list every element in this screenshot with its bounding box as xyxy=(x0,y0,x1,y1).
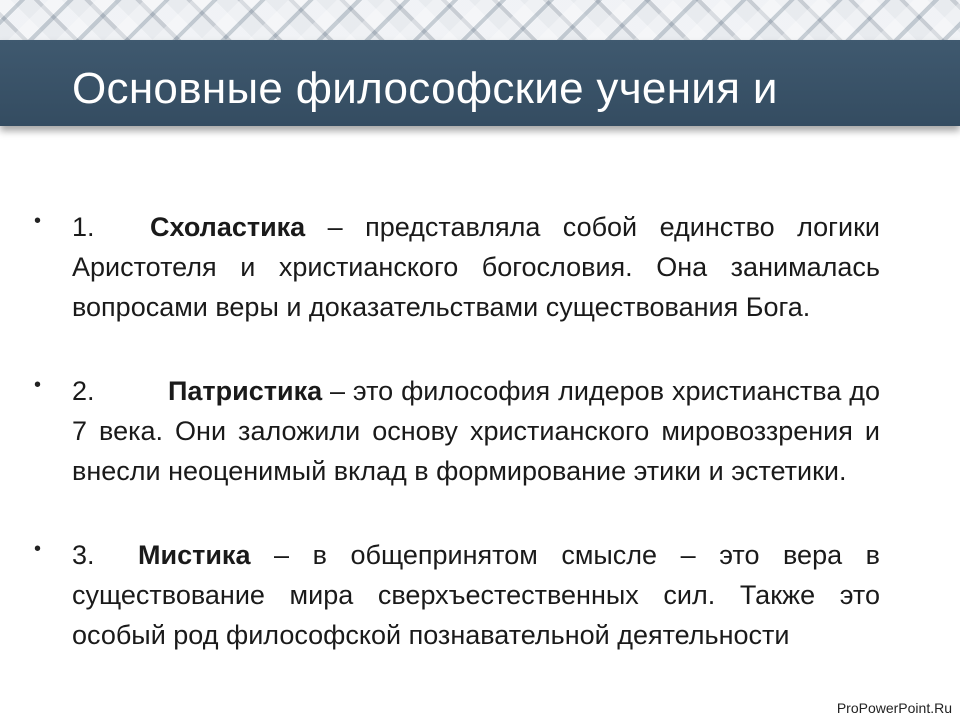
item-number: 2. xyxy=(72,376,95,406)
list-item-2 xyxy=(72,371,880,491)
item-number: 3. xyxy=(72,540,95,570)
item-text: – это философия лидеров христианства до 7 века. Они заложили основу христианского мировоззрения и внесли неоценимый вклад в формирование этики и эстетики. xyxy=(72,376,880,486)
bullet-marker: • xyxy=(34,374,42,396)
list-item-3 xyxy=(72,535,880,655)
list-item-1 xyxy=(72,207,880,327)
bullet-marker: • xyxy=(34,538,42,560)
item-number: 1. xyxy=(72,212,95,242)
decorative-header-pattern xyxy=(0,0,960,40)
watermark: ProPowerPoint.Ru xyxy=(836,700,952,716)
item-term: Схоластика xyxy=(150,212,306,242)
slide-title: Основные философские учения и xyxy=(72,64,778,113)
item-text: – представляла собой единство логики Аристотеля и христианского богословия. Она занималась вопросами веры и доказательствами существования Бога. xyxy=(72,212,880,322)
bullet-marker: • xyxy=(34,210,42,232)
item-term: Патристика xyxy=(168,376,323,406)
item-term: Мистика xyxy=(138,540,251,570)
item-text: – в общепринятом смысле – это вера в существование мира сверхъестественных сил. Также это особый род философской познавательной деятельности xyxy=(72,540,880,650)
